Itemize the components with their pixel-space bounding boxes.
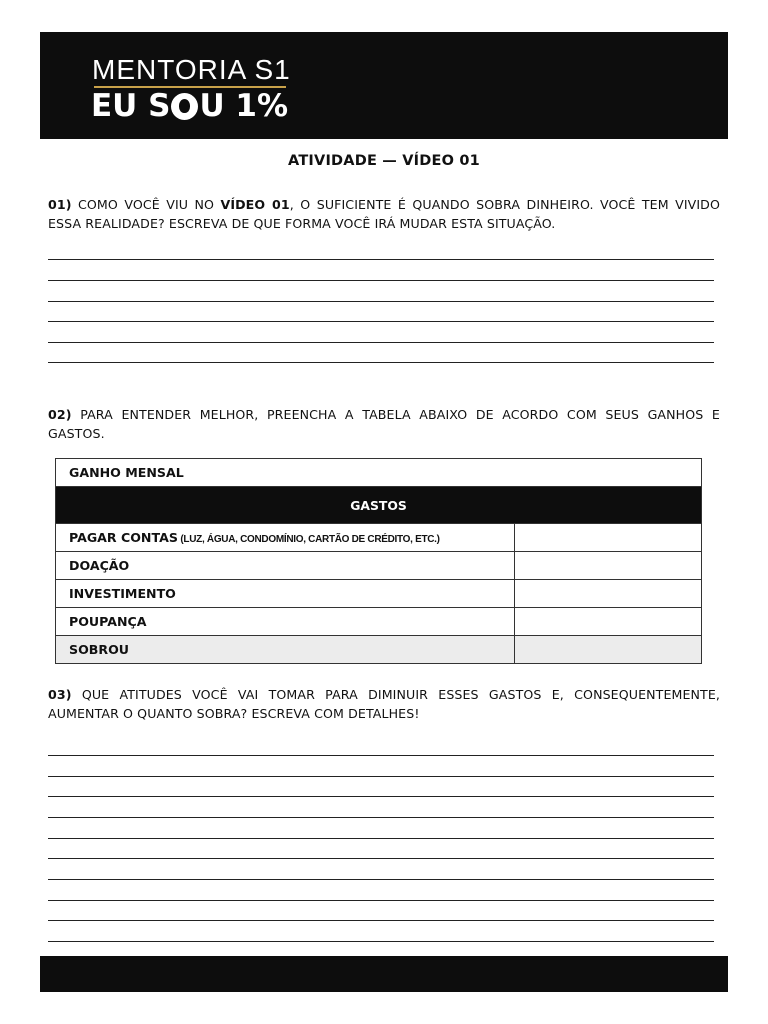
table-row	[56, 524, 702, 552]
answer-line[interactable]	[48, 838, 714, 839]
answer-line[interactable]	[48, 362, 714, 363]
answer-line[interactable]	[48, 776, 714, 777]
question-3-number: 03)	[48, 687, 72, 702]
value-cell[interactable]	[515, 636, 702, 664]
logo-subtitle-left: EU S	[91, 88, 171, 124]
question-2-text: PARA ENTENDER MELHOR, PREENCHA A TABELA ABAIXO DE ACORDO COM SEUS GANHOS E GASTOS.	[48, 407, 720, 441]
row-label: INVESTIMENTO	[56, 580, 515, 608]
answer-line[interactable]	[48, 900, 714, 901]
table-row	[56, 608, 702, 636]
answer-line[interactable]	[48, 858, 714, 859]
answer-line[interactable]	[48, 280, 714, 281]
answer-line[interactable]	[48, 941, 714, 942]
answer-line[interactable]	[48, 301, 714, 302]
question-1-number: 01)	[48, 197, 72, 212]
logo-subtitle-right: U 1%	[199, 88, 289, 124]
question-1-bold: VÍDEO 01	[220, 197, 290, 212]
expenses-header: GASTOS	[56, 487, 702, 524]
row-label-text: PAGAR CONTAS	[69, 530, 178, 545]
logo-seal-icon	[171, 93, 198, 120]
header-banner	[40, 32, 728, 139]
footer-bar	[40, 956, 728, 992]
question-3	[48, 685, 720, 723]
table-row	[56, 636, 702, 664]
row-label: POUPANÇA	[56, 608, 515, 636]
answer-line[interactable]	[48, 321, 714, 322]
question-2-number: 02)	[48, 407, 72, 422]
row-label: SOBROU	[56, 636, 515, 664]
answer-line[interactable]	[48, 920, 714, 921]
row-label	[56, 524, 515, 552]
answer-line[interactable]	[48, 879, 714, 880]
table-row-income	[56, 459, 702, 487]
value-cell[interactable]	[515, 608, 702, 636]
table-header-row	[56, 487, 702, 524]
question-1-text-b: , O SUFICIENTE É QUANDO SOBRA DINHEIRO. VOCÊ TEM VIVIDO ESSA REALIDADE? ESCREVA DE QUE FORMA VOCÊ IRÁ MUDAR ESTA SITUAÇÃO.	[48, 197, 720, 231]
value-cell[interactable]	[515, 552, 702, 580]
question-1	[48, 195, 720, 233]
question-2	[48, 405, 720, 443]
answer-line[interactable]	[48, 259, 714, 260]
value-cell[interactable]	[515, 524, 702, 552]
answer-line[interactable]	[48, 342, 714, 343]
table-row	[56, 552, 702, 580]
answer-line[interactable]	[48, 817, 714, 818]
page-title: ATIVIDADE — VÍDEO 01	[288, 153, 480, 169]
value-cell[interactable]	[515, 580, 702, 608]
answer-line[interactable]	[48, 796, 714, 797]
row-label: DOAÇÃO	[56, 552, 515, 580]
question-3-text: QUE ATITUDES VOCÊ VAI TOMAR PARA DIMINUIR ESSES GASTOS E, CONSEQUENTEMENTE, AUMENTAR O QUANTO SOBRA? ESCREVA COM DETALHES!	[48, 687, 720, 721]
budget-table	[55, 458, 702, 664]
income-cell[interactable]: GANHO MENSAL	[56, 459, 702, 487]
answer-line[interactable]	[48, 755, 714, 756]
question-1-text-a: COMO VOCÊ VIU NO	[71, 197, 221, 212]
logo-subtitle	[91, 88, 288, 124]
row-note: (LUZ, ÁGUA, CONDOMÍNIO, CARTÃO DE CRÉDITO, ETC.)	[177, 534, 440, 545]
logo-title: MENTORIA S1	[92, 54, 291, 85]
table-row	[56, 580, 702, 608]
